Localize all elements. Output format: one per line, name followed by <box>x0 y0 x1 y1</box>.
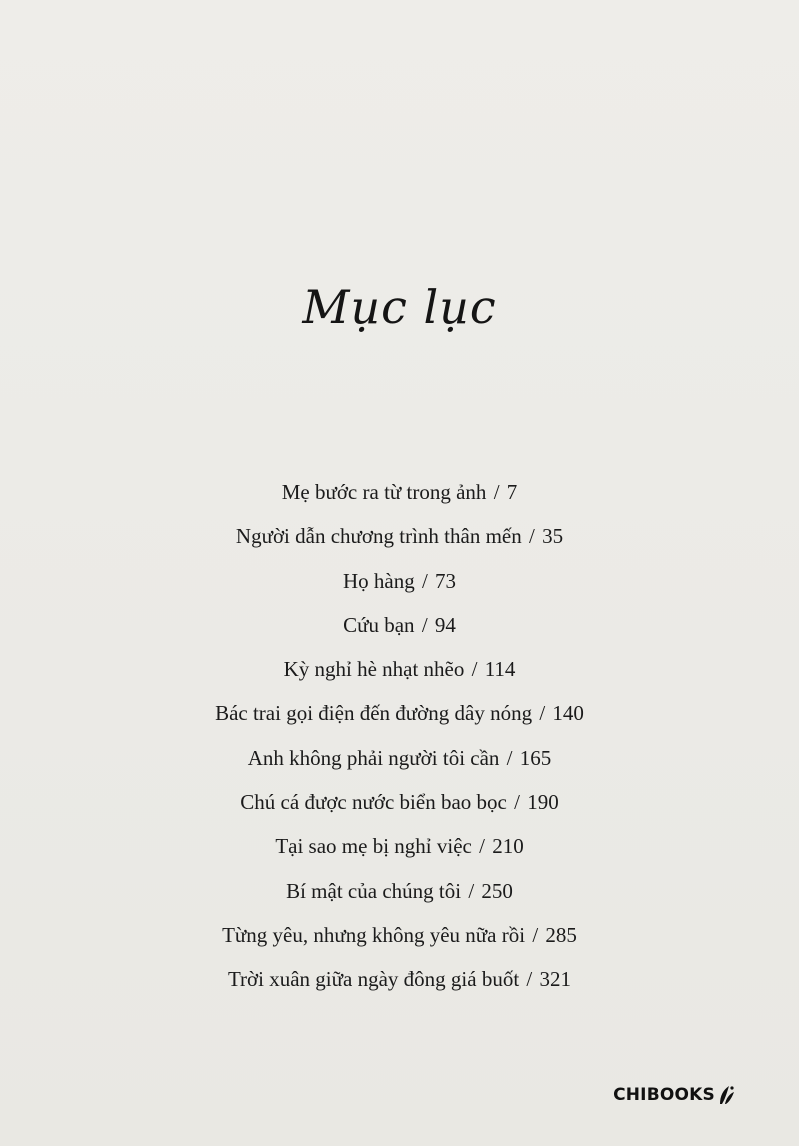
toc-entry-page: 114 <box>484 657 516 682</box>
toc-entry-page: 285 <box>545 922 577 947</box>
toc-entry-page: 190 <box>527 790 559 815</box>
toc-entry-title: Bác trai gọi điện đến đường dây nóng <box>215 701 533 726</box>
table-of-contents <box>0 470 799 1002</box>
toc-entry-title: Bí mật của chúng tôi <box>286 878 462 903</box>
toc-entry-title: Người dẫn chương trình thân mến <box>235 524 522 549</box>
chibooks-leaf-icon <box>717 1084 735 1106</box>
toc-entry: Bác trai gọi điện đến đường dây nóng / 140 <box>215 701 584 726</box>
toc-entry: Mẹ bước ra từ trong ảnh / 7 <box>281 480 518 504</box>
toc-entry-page: 140 <box>552 701 584 726</box>
toc-entry: Từng yêu, nhưng không yêu nữa rồi / 285 <box>222 922 577 947</box>
toc-entry-page: 73 <box>435 568 457 593</box>
publisher-logo-text: CHIBOOKS <box>613 1085 715 1105</box>
toc-entry-page: 321 <box>539 967 572 992</box>
toc-entry-page: 7 <box>506 480 518 504</box>
toc-entry: Chú cá được nước biển bao bọc / 190 <box>240 790 559 815</box>
page-title: Mục lục <box>302 280 497 334</box>
publisher-logo <box>613 1084 735 1106</box>
toc-entry: Kỳ nghỉ hè nhạt nhẽo / 114 <box>283 657 516 682</box>
toc-entry: Người dẫn chương trình thân mến / 35 <box>235 524 564 549</box>
toc-entry-page: 165 <box>519 745 552 770</box>
toc-entry: Bí mật của chúng tôi / 250 <box>286 878 513 903</box>
toc-entry: Tại sao mẹ bị nghỉ việc / 210 <box>275 834 524 859</box>
toc-entry-page: 35 <box>542 524 564 549</box>
toc-entry-title: Họ hàng <box>342 568 415 593</box>
toc-entry-title: Kỳ nghỉ hè nhạt nhẽo <box>283 657 465 682</box>
toc-entry: Họ hàng / 73 <box>342 568 457 593</box>
toc-entry-page: 94 <box>434 612 456 637</box>
toc-entry-title: Trời xuân giữa ngày đông giá buốt <box>227 967 520 992</box>
toc-entry-title: Anh không phải người tôi cần <box>247 745 500 770</box>
toc-entry: Trời xuân giữa ngày đông giá buốt / 321 <box>227 967 572 992</box>
toc-entry-title: Chú cá được nước biển bao bọc <box>240 790 507 815</box>
toc-entry-title: Tại sao mẹ bị nghỉ việc <box>275 834 472 859</box>
toc-entry: Anh không phải người tôi cần / 165 <box>247 745 552 770</box>
toc-entry-title: Mẹ bước ra từ trong ảnh <box>281 480 487 504</box>
toc-entry-title: Cứu bạn <box>343 612 415 637</box>
toc-entry-page: 210 <box>492 834 524 859</box>
toc-entry: Cứu bạn / 94 <box>343 612 456 637</box>
toc-entry-title: Từng yêu, nhưng không yêu nữa rồi <box>222 922 526 947</box>
toc-entry-page: 250 <box>481 878 513 903</box>
